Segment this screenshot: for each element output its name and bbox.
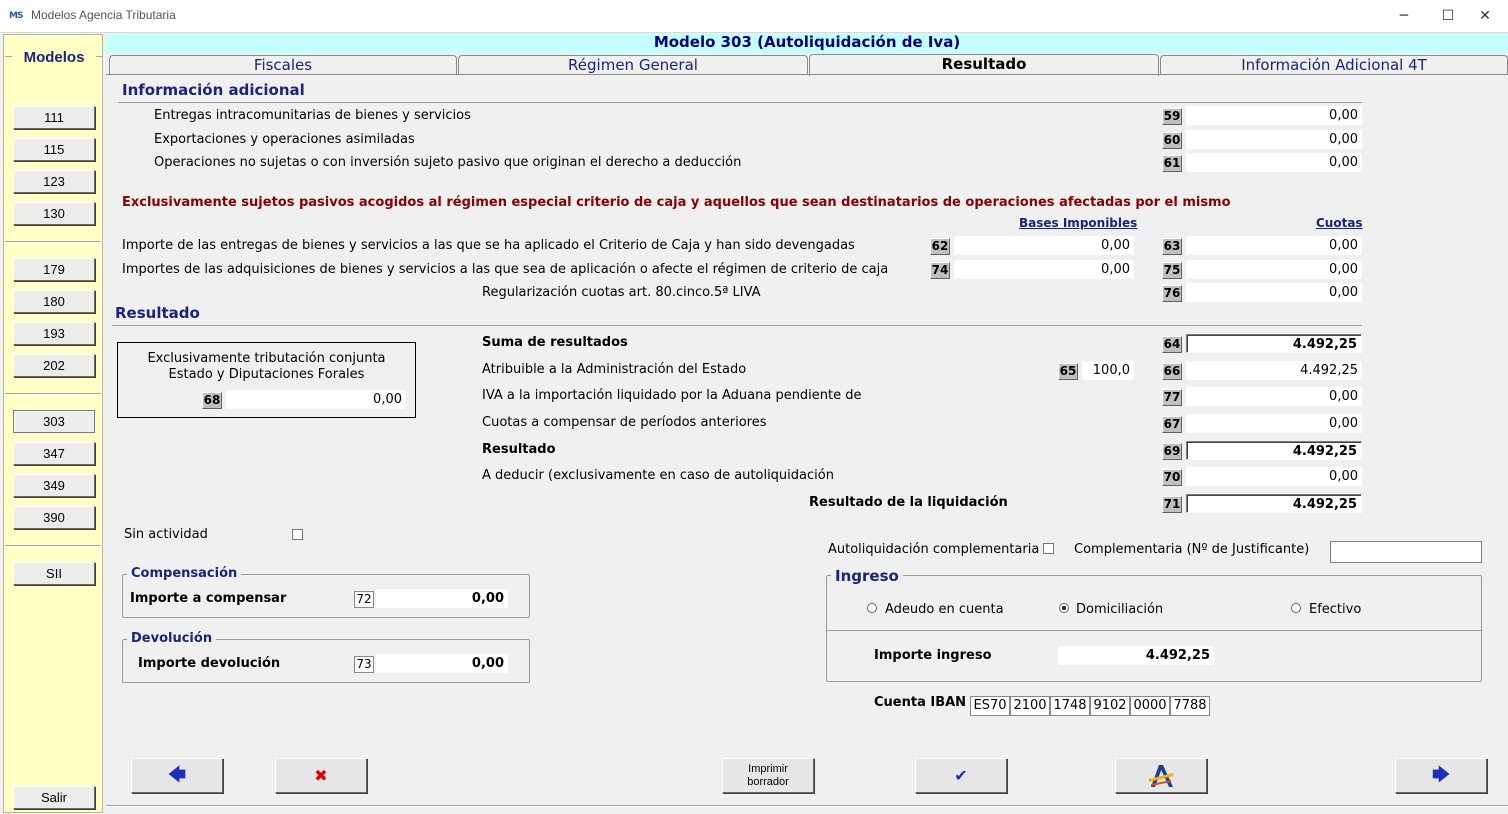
form-title: Modelo 303 (Autoliquidación de Iva) bbox=[106, 33, 1508, 53]
box-number-65: 65 bbox=[1059, 364, 1077, 378]
tab-regimen-general[interactable]: Régimen General bbox=[458, 55, 808, 75]
model-button-179[interactable]: 179 bbox=[13, 258, 95, 281]
field-71: 4.492,25 bbox=[1186, 494, 1362, 513]
row-label-77: IVA a la importación liquidado por la Aduana pendiente de bbox=[482, 388, 862, 403]
close-button[interactable]: ✕ bbox=[1479, 8, 1491, 24]
section-informacion-adicional: Información adicional bbox=[122, 81, 305, 99]
field-60[interactable]: 0,00 bbox=[1186, 130, 1362, 149]
sidebar-divider bbox=[5, 393, 101, 395]
caja-heading: Exclusivamente sujetos pasivos acogidos al régimen especial criterio de caja y aquellos que sean destinatarios de operaciones afectadas por el mismo bbox=[122, 195, 1231, 210]
field-67[interactable]: 0,00 bbox=[1186, 414, 1362, 433]
model-button-390[interactable]: 390 bbox=[13, 506, 95, 529]
previous-button[interactable] bbox=[131, 758, 223, 793]
box-number-73: 73 bbox=[354, 656, 374, 673]
row-label-62: Importe de las entregas de bienes y servicios a las que se ha aplicado el Criterio de Caja y han sido devengadas bbox=[122, 238, 855, 253]
field-73[interactable]: 0,00 bbox=[376, 654, 508, 673]
box-number-61: 61 bbox=[1163, 156, 1181, 170]
joint-taxation-line2: Estado y Diputaciones Forales bbox=[168, 367, 365, 382]
model-button-180[interactable]: 180 bbox=[13, 290, 95, 313]
column-header-cuotas: Cuotas bbox=[1316, 216, 1363, 230]
tab-fiscales[interactable]: Fiscales bbox=[109, 55, 457, 75]
row-label-67: Cuotas a compensar de períodos anteriores bbox=[482, 415, 767, 430]
row-label-70: A deducir (exclusivamente en caso de autoliquidación bbox=[482, 468, 834, 483]
row-label-76: Regularización cuotas art. 80.cinco.5ª LIVA bbox=[482, 285, 761, 300]
ingreso-title: Ingreso bbox=[831, 567, 903, 585]
row-label-64: Suma de resultados bbox=[482, 335, 628, 350]
row-label-60: Exportaciones y operaciones asimiladas bbox=[154, 132, 415, 147]
efectivo-label: Efectivo bbox=[1309, 602, 1362, 617]
app-logo-icon: MS bbox=[9, 11, 23, 21]
iban-part-account-1[interactable]: 0000 bbox=[1130, 696, 1170, 716]
box-number-63: 63 bbox=[1163, 239, 1181, 253]
complementaria-label: Autoliquidación complementaria bbox=[828, 542, 1040, 557]
box-number-66: 66 bbox=[1163, 364, 1181, 378]
model-button-349[interactable]: 349 bbox=[13, 474, 95, 497]
field-66[interactable]: 4.492,25 bbox=[1186, 361, 1362, 380]
box-number-76: 76 bbox=[1163, 286, 1181, 300]
box-number-77: 77 bbox=[1163, 390, 1181, 404]
section-resultado: Resultado bbox=[115, 304, 200, 322]
field-65-percentage[interactable]: 100,0 bbox=[1082, 361, 1134, 380]
agencia-tributaria-logo-icon bbox=[1143, 761, 1179, 791]
box-number-69: 69 bbox=[1163, 444, 1181, 458]
model-button-347[interactable]: 347 bbox=[13, 442, 95, 465]
window-titlebar bbox=[0, 0, 1508, 33]
radio-domiciliacion[interactable] bbox=[1059, 603, 1069, 613]
box-number-62: 62 bbox=[931, 239, 949, 253]
iban-part-country[interactable]: ES70 bbox=[970, 696, 1010, 716]
field-59[interactable]: 0,00 bbox=[1186, 106, 1362, 125]
row-label-69: Resultado bbox=[482, 442, 556, 457]
model-button-115[interactable]: 115 bbox=[13, 138, 95, 161]
red-x-icon: ✖ bbox=[314, 766, 328, 785]
checkmark-icon: ✔ bbox=[954, 766, 968, 785]
row-label-74: Importes de las adquisiciones de bienes y servicios a las que sea de aplicación o afecte el régimen de criterio de caja bbox=[122, 262, 889, 277]
box-number-71: 71 bbox=[1163, 497, 1181, 511]
justificante-input[interactable] bbox=[1330, 541, 1482, 563]
print-draft-line1: Imprimir bbox=[748, 763, 788, 775]
print-draft-line2: borrador bbox=[747, 776, 789, 788]
column-header-bases: Bases Imponibles bbox=[1019, 216, 1138, 230]
tab-resultado[interactable]: Resultado bbox=[809, 54, 1159, 76]
model-button-111[interactable]: 111 bbox=[13, 106, 95, 129]
field-62[interactable]: 0,00 bbox=[954, 236, 1134, 255]
sidebar-divider bbox=[5, 545, 101, 547]
radio-adeudo-en-cuenta[interactable] bbox=[867, 603, 877, 613]
minimize-button[interactable]: ─ bbox=[1399, 8, 1409, 24]
devolucion-title: Devolución bbox=[127, 631, 216, 646]
complementaria-checkbox[interactable] bbox=[1043, 543, 1054, 554]
field-72[interactable]: 0,00 bbox=[376, 589, 508, 608]
compensacion-label: Importe a compensar bbox=[130, 591, 287, 606]
box-number-70: 70 bbox=[1163, 470, 1181, 484]
field-69: 4.492,25 bbox=[1186, 441, 1362, 460]
box-number-59: 59 bbox=[1163, 109, 1181, 123]
domiciliacion-label: Domiciliación bbox=[1076, 602, 1164, 617]
row-label-66: Atribuible a la Administración del Estado bbox=[482, 362, 747, 377]
iban-part-account-2[interactable]: 7788 bbox=[1170, 696, 1210, 716]
field-61[interactable]: 0,00 bbox=[1186, 153, 1362, 172]
model-button-123[interactable]: 123 bbox=[13, 170, 95, 193]
box-number-67: 67 bbox=[1163, 417, 1181, 431]
field-77[interactable]: 0,00 bbox=[1186, 387, 1362, 406]
iban-part-entity[interactable]: 2100 bbox=[1010, 696, 1050, 716]
iban-label: Cuenta IBAN bbox=[874, 695, 967, 710]
justificante-label: Complementaria (Nº de Justificante) bbox=[1074, 542, 1310, 557]
row-label-59: Entregas intracomunitarias de bienes y servicios bbox=[154, 108, 471, 123]
compensacion-title: Compensación bbox=[127, 566, 241, 581]
field-74[interactable]: 0,00 bbox=[954, 260, 1134, 279]
devolucion-label: Importe devolución bbox=[138, 656, 281, 671]
field-64: 4.492,25 bbox=[1186, 334, 1362, 353]
iban-part-dc[interactable]: 9102 bbox=[1090, 696, 1130, 716]
next-button[interactable] bbox=[1395, 758, 1487, 793]
maximize-button[interactable]: ☐ bbox=[1441, 8, 1455, 24]
radio-efectivo[interactable] bbox=[1291, 603, 1301, 613]
sidebar bbox=[3, 34, 103, 813]
arrow-left-icon: 🡄 bbox=[168, 765, 186, 785]
box-number-64: 64 bbox=[1163, 337, 1181, 351]
box-number-74: 74 bbox=[931, 263, 949, 277]
accept-button[interactable] bbox=[915, 758, 1007, 793]
box-number-75: 75 bbox=[1163, 263, 1181, 277]
box-number-72: 72 bbox=[354, 591, 374, 608]
box-number-68: 68 bbox=[203, 393, 221, 407]
agencia-tributaria-button[interactable] bbox=[1115, 758, 1207, 793]
model-button-303[interactable]: 303 bbox=[13, 410, 95, 433]
tab-informacion-adicional-4t[interactable]: Información Adicional 4T bbox=[1160, 55, 1508, 75]
adeudo-label: Adeudo en cuenta bbox=[885, 602, 1004, 617]
sin-actividad-checkbox[interactable] bbox=[292, 529, 303, 540]
importe-ingreso-field[interactable]: 4.492,25 bbox=[1058, 646, 1214, 665]
sidebar-title: Modelos bbox=[23, 49, 85, 66]
print-draft-button[interactable] bbox=[722, 758, 814, 793]
ingreso-group bbox=[826, 575, 1482, 682]
field-70[interactable]: 0,00 bbox=[1186, 467, 1362, 486]
field-76[interactable]: 0,00 bbox=[1186, 283, 1362, 302]
field-68[interactable]: 0,00 bbox=[226, 390, 406, 409]
exit-button[interactable]: Salir bbox=[13, 786, 95, 809]
row-label-71: Resultado de la liquidación bbox=[809, 495, 1008, 510]
model-button-202[interactable]: 202 bbox=[13, 354, 95, 377]
importe-ingreso-label: Importe ingreso bbox=[874, 648, 992, 663]
field-75[interactable]: 0,00 bbox=[1186, 260, 1362, 279]
row-label-61: Operaciones no sujetas o con inversión sujeto pasivo que originan el derecho a deducción bbox=[154, 155, 742, 170]
field-63[interactable]: 0,00 bbox=[1186, 236, 1362, 255]
window-title: Modelos Agencia Tributaria bbox=[31, 8, 176, 22]
arrow-right-icon: 🡆 bbox=[1432, 765, 1450, 785]
model-button-130[interactable]: 130 bbox=[13, 202, 95, 225]
model-button-sii[interactable]: SII bbox=[13, 562, 95, 585]
sidebar-divider bbox=[5, 241, 101, 243]
sin-actividad-label: Sin actividad bbox=[124, 527, 208, 542]
model-button-193[interactable]: 193 bbox=[13, 322, 95, 345]
iban-part-office[interactable]: 1748 bbox=[1050, 696, 1090, 716]
box-number-60: 60 bbox=[1163, 133, 1181, 147]
joint-taxation-line1: Exclusivamente tributación conjunta bbox=[147, 351, 386, 366]
cancel-button[interactable] bbox=[275, 758, 367, 793]
